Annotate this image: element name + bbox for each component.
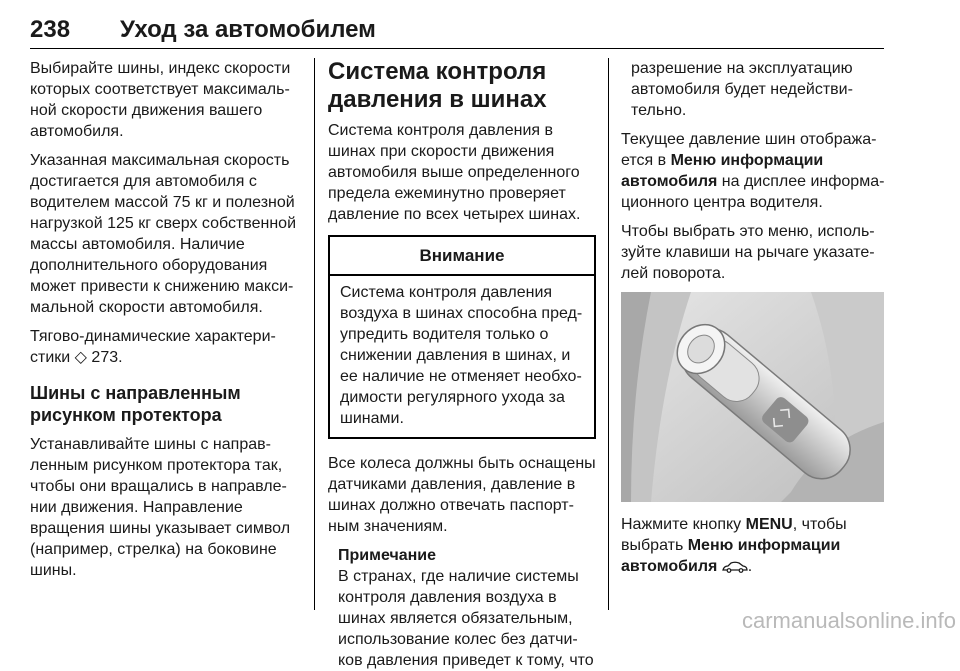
paragraph: Текущее давление шин отображается в Меню информации автомобиля на дисплее информационного центра водителя. <box>621 131 885 211</box>
section-title: Система контроля давления в шинах <box>328 58 547 113</box>
turn-signal-lever-illustration <box>621 292 884 502</box>
menu-button-reference: MENU <box>745 516 793 533</box>
paragraph: Устанавливайте шины с направленным рисунком протектора так, чтобы они вращались в направлении движения. Направление вращения шины указывает символ (например, стрелка) на боковине шины. <box>30 436 291 579</box>
paragraph: Тягово-динамические характеристики ◇ 273. <box>30 328 276 366</box>
warning-box <box>328 235 596 439</box>
page-reference-arrow-icon: ◇ <box>74 349 87 366</box>
column-divider <box>608 58 609 610</box>
section-heading: Шины с направленным рисунком протектора <box>30 383 241 425</box>
column-3 <box>621 58 886 585</box>
page-header <box>30 14 884 49</box>
menu-reference: Меню информации автомобиля <box>621 152 824 190</box>
paragraph: Все колеса должны быть оснащены датчиками давления, давление в шинах должно отвечать паспортным значениям. <box>328 455 596 535</box>
paragraph: Чтобы выбрать это меню, используйте клавиши на рычаге указателей поворота. <box>621 223 875 282</box>
page-title: Уход за автомобилем <box>120 16 376 43</box>
car-icon <box>722 561 748 573</box>
column-2 <box>328 58 596 671</box>
note-text: В странах, где наличие системы контроля давления воздуха в шинах является обязательным, использование колес без датчиков давления приведет к тому, что <box>338 568 594 669</box>
paragraph: Указанная максимальная скорость достигается для автомобиля с водителем массой 75 кг и полезной нагрузкой 125 кг сверх собственной массы автомобиля. Наличие дополнительного оборудования может привести к снижению максимальной скорости автомобиля. <box>30 152 297 316</box>
warning-title: Внимание <box>330 237 594 276</box>
note-continuation: разрешение на эксплуатацию автомобиля будет недействительно. <box>631 60 853 119</box>
column-divider <box>314 58 315 610</box>
paragraph: Выбирайте шины, индекс скорости которых соответствует максимальной скорости движения вашего автомобиля. <box>30 60 291 140</box>
page-reference-link[interactable]: 273 <box>91 349 119 366</box>
warning-text: Система контроля давления воздуха в шинах способна предупредить водителя только о снижении давления в шинах, и ее наличие не отменяет необходимости регулярного ухода за шинами. <box>340 284 583 427</box>
paragraph: Нажмите кнопку MENU, чтобы выбрать Меню информации автомобиля . <box>621 516 847 575</box>
lever-image <box>621 292 884 502</box>
note-block <box>338 545 596 671</box>
watermark-url: carmanualsonline.info <box>741 608 956 633</box>
menu-reference: Меню информации автомобиля <box>621 537 841 575</box>
note-title: Примечание <box>338 547 437 564</box>
column-1 <box>30 58 298 589</box>
page-number: 238 <box>30 16 71 43</box>
paragraph: Система контроля давления в шинах при скорости движения автомобиля выше определенного предела ежеминутно проверяет давление по всех четырех шинах. <box>328 122 581 223</box>
